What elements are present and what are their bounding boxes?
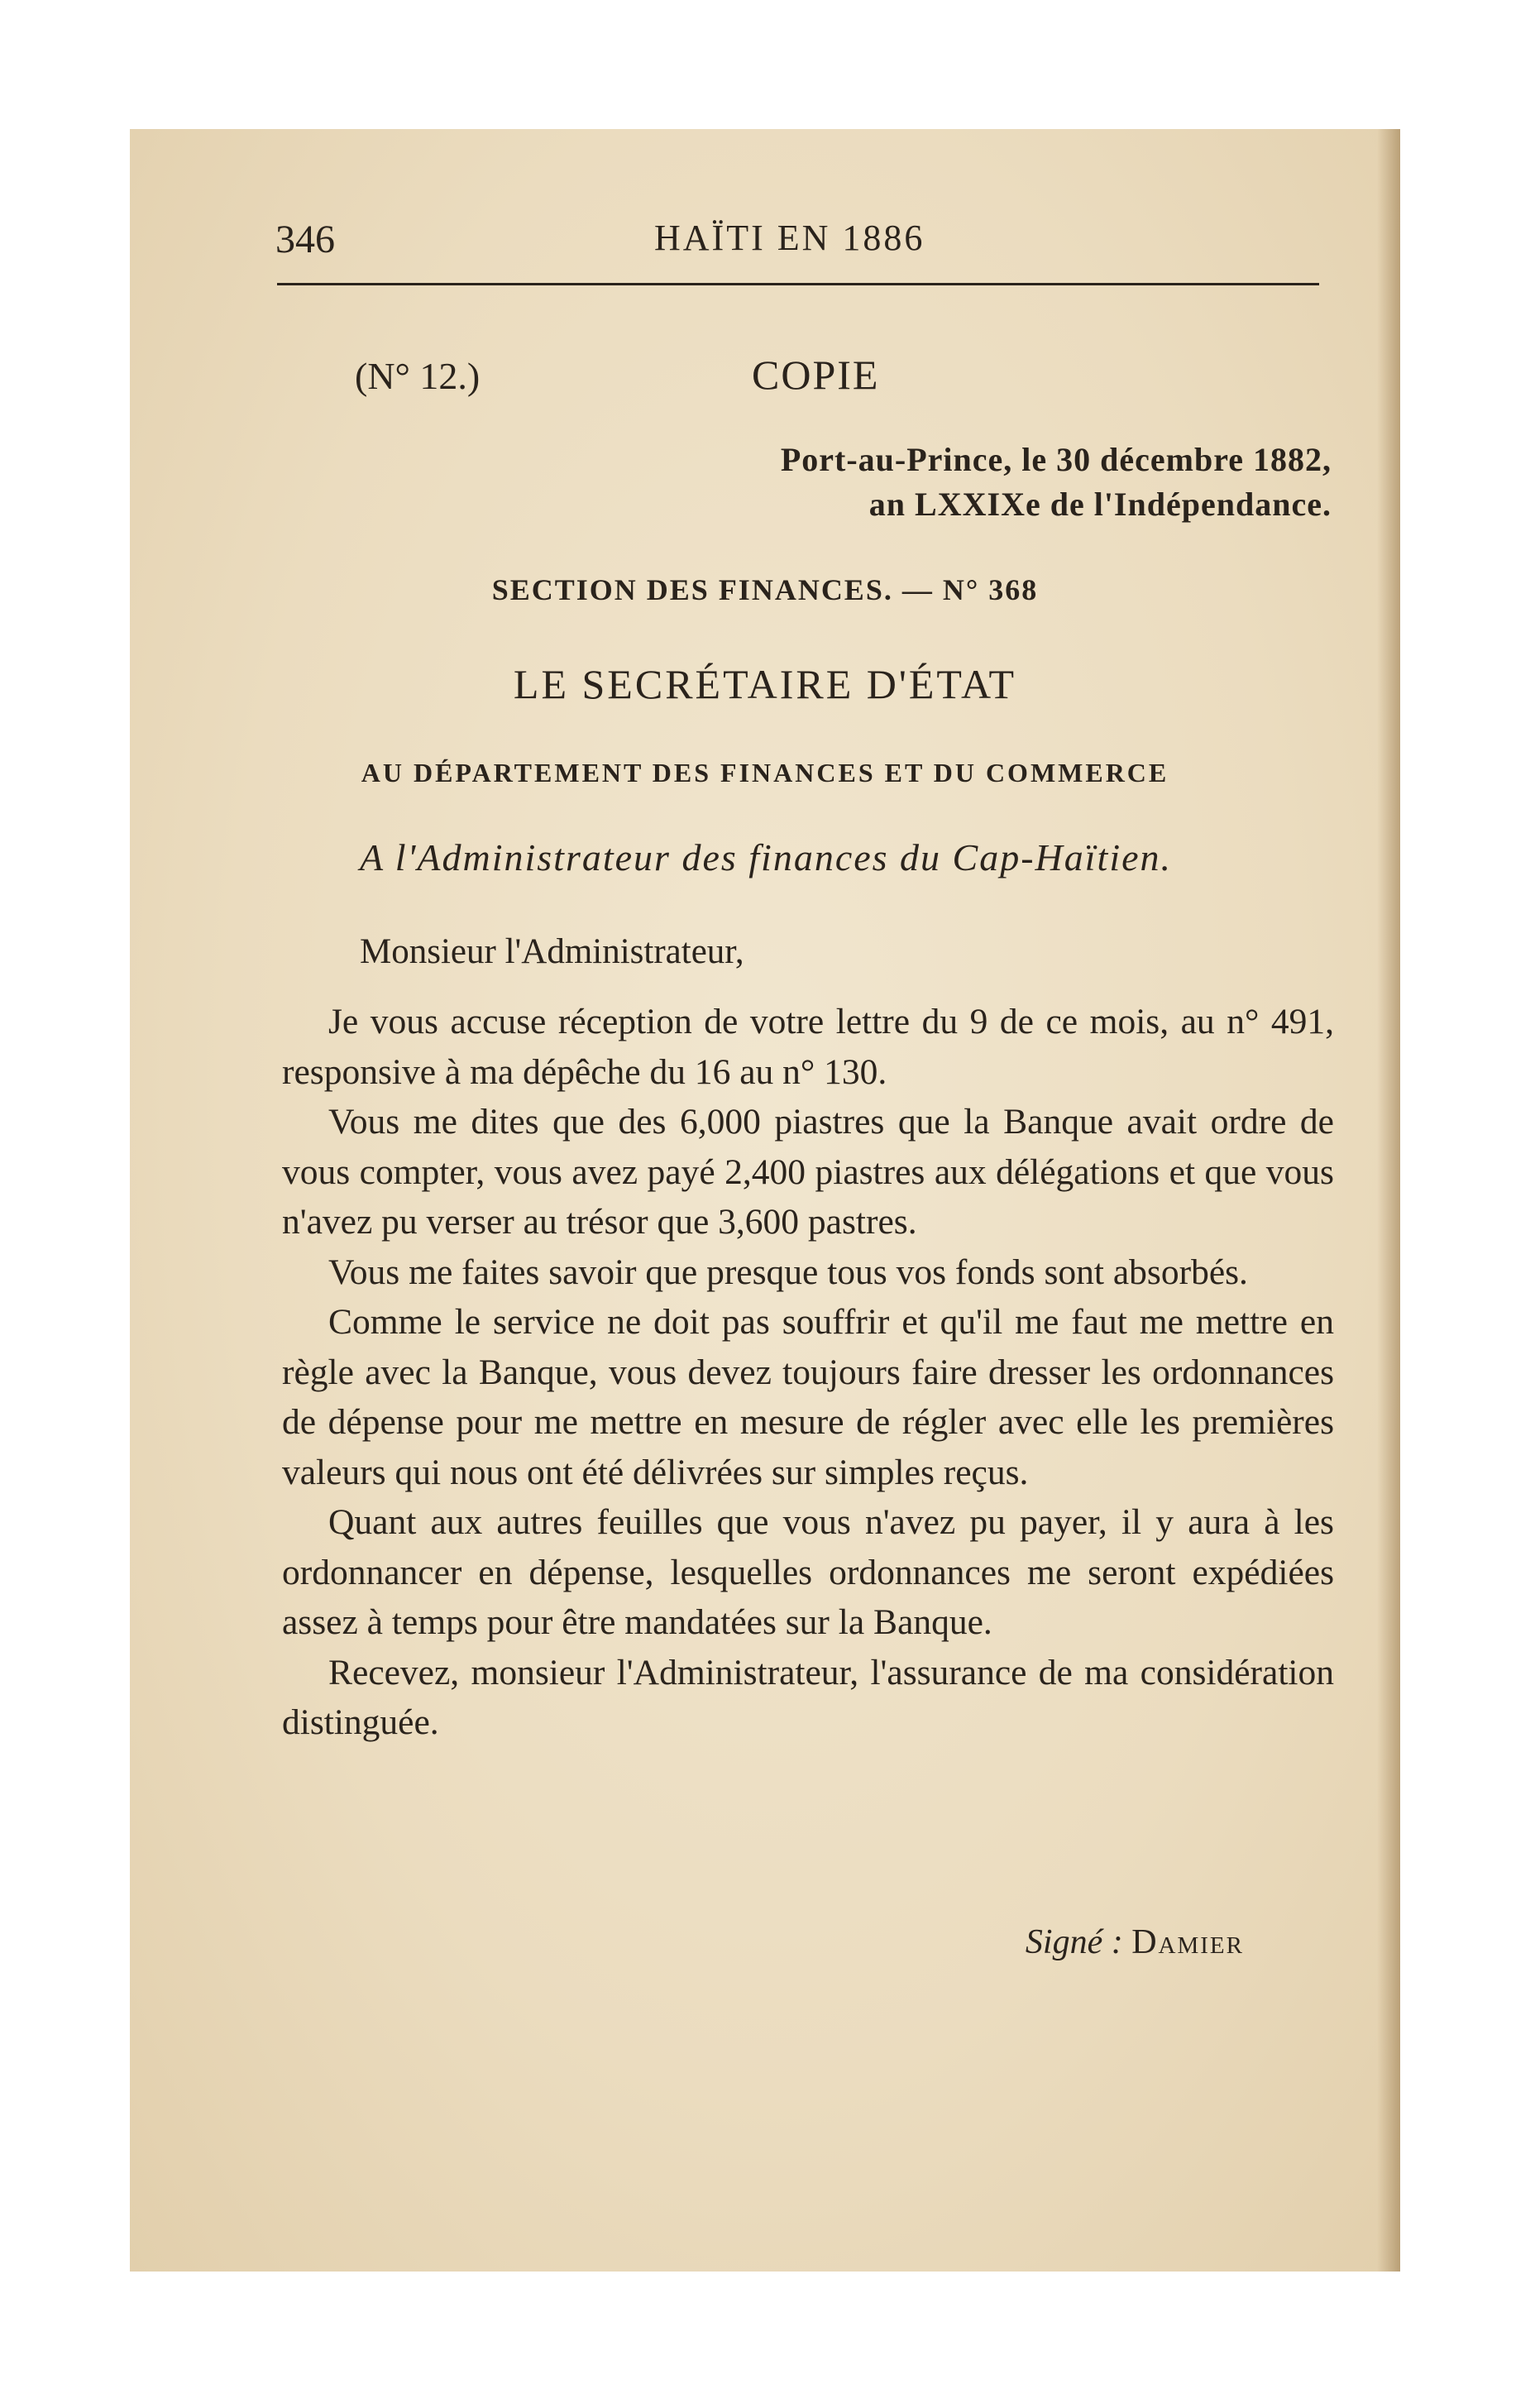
running-head: HAÏTI EN 1886: [654, 218, 925, 258]
section-heading: SECTION DES FINANCES. — N° 368: [491, 573, 1039, 606]
signed-label: Signé :: [1025, 1923, 1123, 1961]
signer-name: Damier: [1131, 1923, 1244, 1961]
letter-title: LE SECRÉTAIRE D'ÉTAT: [513, 661, 1017, 707]
salutation: Monsieur l'Administrateur,: [360, 932, 744, 971]
signature: [1026, 1922, 1244, 1962]
body-paragraph: Vous me faites savoir que presque tous vos fonds sont absorbés.: [328, 1252, 1248, 1292]
department-heading: AU DÉPARTEMENT DES FINANCES ET DU COMMERCE: [361, 758, 1169, 788]
document-kind: COPIE: [752, 352, 880, 398]
header-rule: [277, 283, 1319, 285]
body-paragraph: Comme le service ne doit pas souffrir et qu'il me faut me mettre en règle avec la Banque, vous devez toujours faire dresser les ordonnances de dépense pour me mettre en mesure de régler avec elle les premières valeurs qui nous ont été délivrées sur simples reçus.: [282, 1302, 1334, 1492]
page-edge-shadow: [1377, 129, 1400, 2272]
year-line: an LXXIXe de l'Indépendance.: [868, 486, 1332, 523]
body-paragraph: Vous me dites que des 6,000 piastres que la Banque avait ordre de vous compter, vous avez payé 2,400 piastres aux délégations et que vous n'avez pu verser au trésor que 3,600 pastres.: [282, 1102, 1334, 1242]
addressee: A l'Administrateur des finances du Cap-Haïtien.: [360, 836, 1173, 878]
date-line: Port-au-Prince, le 30 décembre 1882,: [780, 441, 1332, 478]
book-page: [130, 129, 1400, 2272]
page-number: 346: [275, 218, 335, 261]
body-paragraph: Recevez, monsieur l'Administrateur, l'assurance de ma considération distinguée.: [282, 1652, 1334, 1742]
letter-body: [282, 997, 1334, 1748]
body-paragraph: Je vous accuse réception de votre lettre du 9 de ce mois, au n° 491, responsive à ma dépêche du 16 au n° 130.: [282, 1002, 1334, 1092]
document-number: (N° 12.): [355, 355, 481, 397]
body-paragraph: Quant aux autres feuilles que vous n'avez pu payer, il y aura à les ordonnancer en dépense, lesquelles ordonnances me seront expédiées assez à temps pour être mandatées sur la Banque.: [282, 1502, 1334, 1642]
